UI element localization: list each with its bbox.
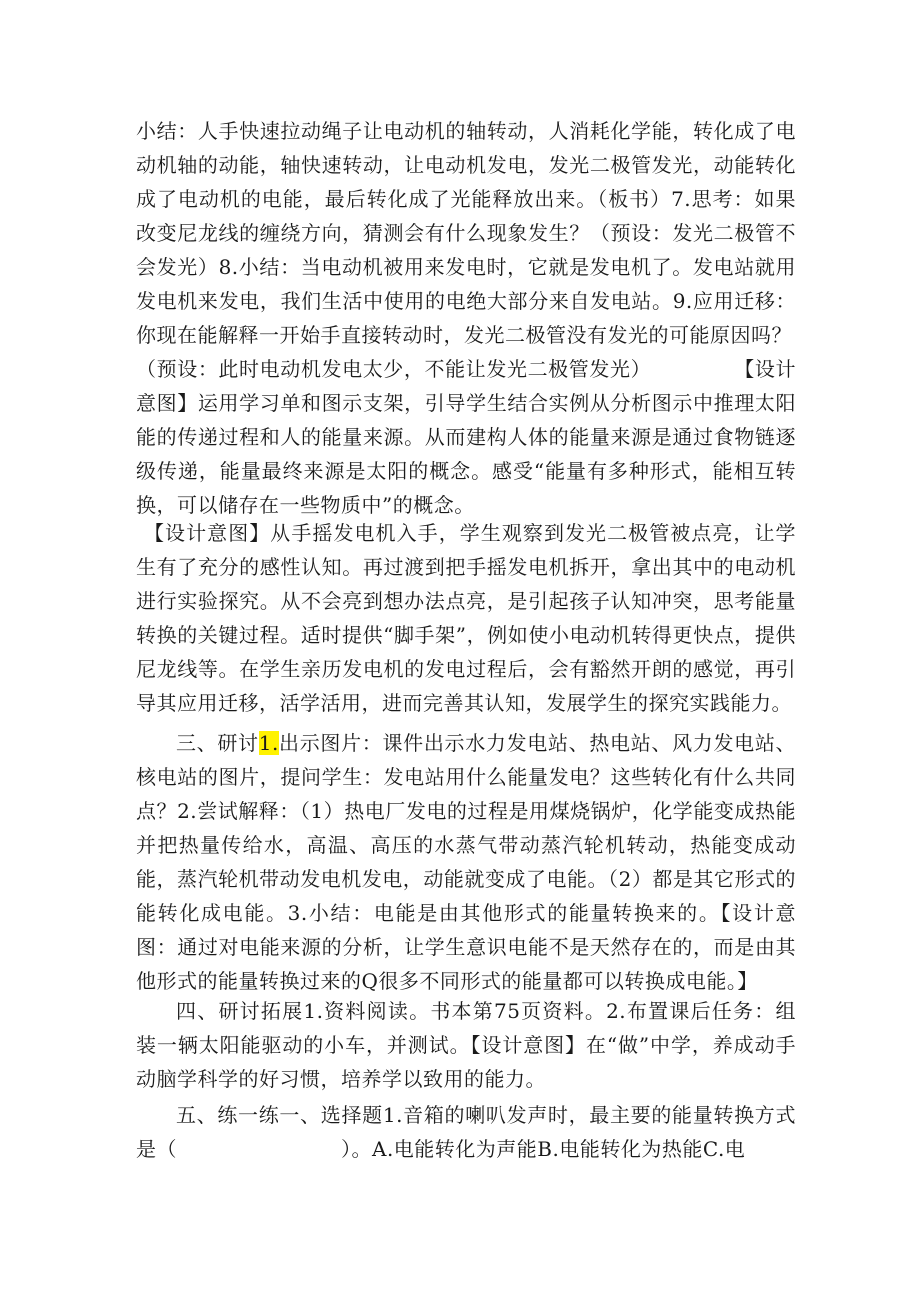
section-three-body: 出示图片：课件出示水力发电站、热电站、风力发电站、核电站的图片，提问学生：发电站用什么能量发电？这些转化有什么共同点？2.尝试解释：（1）热电厂发电的过程是用煤烧锅炉，化学能变成热能并把热量传给水，高温、高压的水蒸气带动蒸汽轮机转动，热能变成动能，蒸汽轮机带动发电机发电，动能就变成了电能。（2）都是其它形式的能转化成电能。3.小结：电能是由其他形式的能量转换来的。【设计意图：通过对电能来源的分析，让学生意识电能不是天然存在的，而是由其他形式的能量转换过来的Q很多不同形式的能量都可以转换成电能。】 [136,731,797,993]
paragraph-section-five: 五、练一练一、选择题1.音箱的喇叭发声时，最主要的能量转换方式是（ ）。A.电能转化为声能B.电能转化为热能C.电 [136,1103,796,1161]
paragraph-section-four: 四、研讨拓展1.资料阅读。书本第75页资料。2.布置课后任务：组装一辆太阳能驱动的小车，并测试。【设计意图】在“做”中学，养成动手动脑学科学的好习惯，培养学以致用的能力。 [136,999,796,1091]
section-three-prefix: 三、研讨 [176,731,259,755]
paragraph-design-intent-solar: （预设：此时电动机发电太少，不能让发光二极管发光） 【设计意图】运用学习单和图示支架，引导学生结合实例从分析图示中推理太阳能的传递过程和人的能量来源。从而建构人体的能量来源是通过食物链逐级传递，能量最终来源是太阳的概念。感受“能量有多种形式，能相互转换，可以储存在一些物质中”的概念。 [136,357,796,517]
highlighted-number: 1. [258,731,279,755]
paragraph-section-three [136,726,796,996]
paragraph-design-intent-generator: 【设计意图】从手摇发电机入手，学生观察到发光二极管被点亮，让学生有了充分的感性认知。再过渡到把手摇发电机拆开，拿出其中的电动机进行实验探究。从不会亮到想办法点亮，是引起孩子认知冲突，思考能量转换的关键过程。适时提供“脚手架”，例如使小电动机转得更快点，提供尼龙线等。在学生亲历发电机的发电过程后，会有豁然开朗的感觉，再引导其应用迁移，活学活用，进而完善其认知，发展学生的探究实践能力。 [136,521,796,715]
paragraph-summary-motor: 小结：人手快速拉动绳子让电动机的轴转动，人消耗化学能，转化成了电动机轴的动能，轴快速转动，让电动机发电，发光二极管发光，动能转化成了电动机的电能，最后转化成了光能释放出来。（板书）7.思考：如果改变尼龙线的缠绕方向，猜测会有什么现象发生？（预设：发光二极管不会发光）8.小结：当电动机被用来发电时，它就是发电机了。发电站就用发电机来发电，我们生活中使用的电绝大部分来自发电站。9.应用迁移：你现在能解释一开始手直接转动时，发光二极管没有发光的可能原因吗？ [136,119,796,347]
